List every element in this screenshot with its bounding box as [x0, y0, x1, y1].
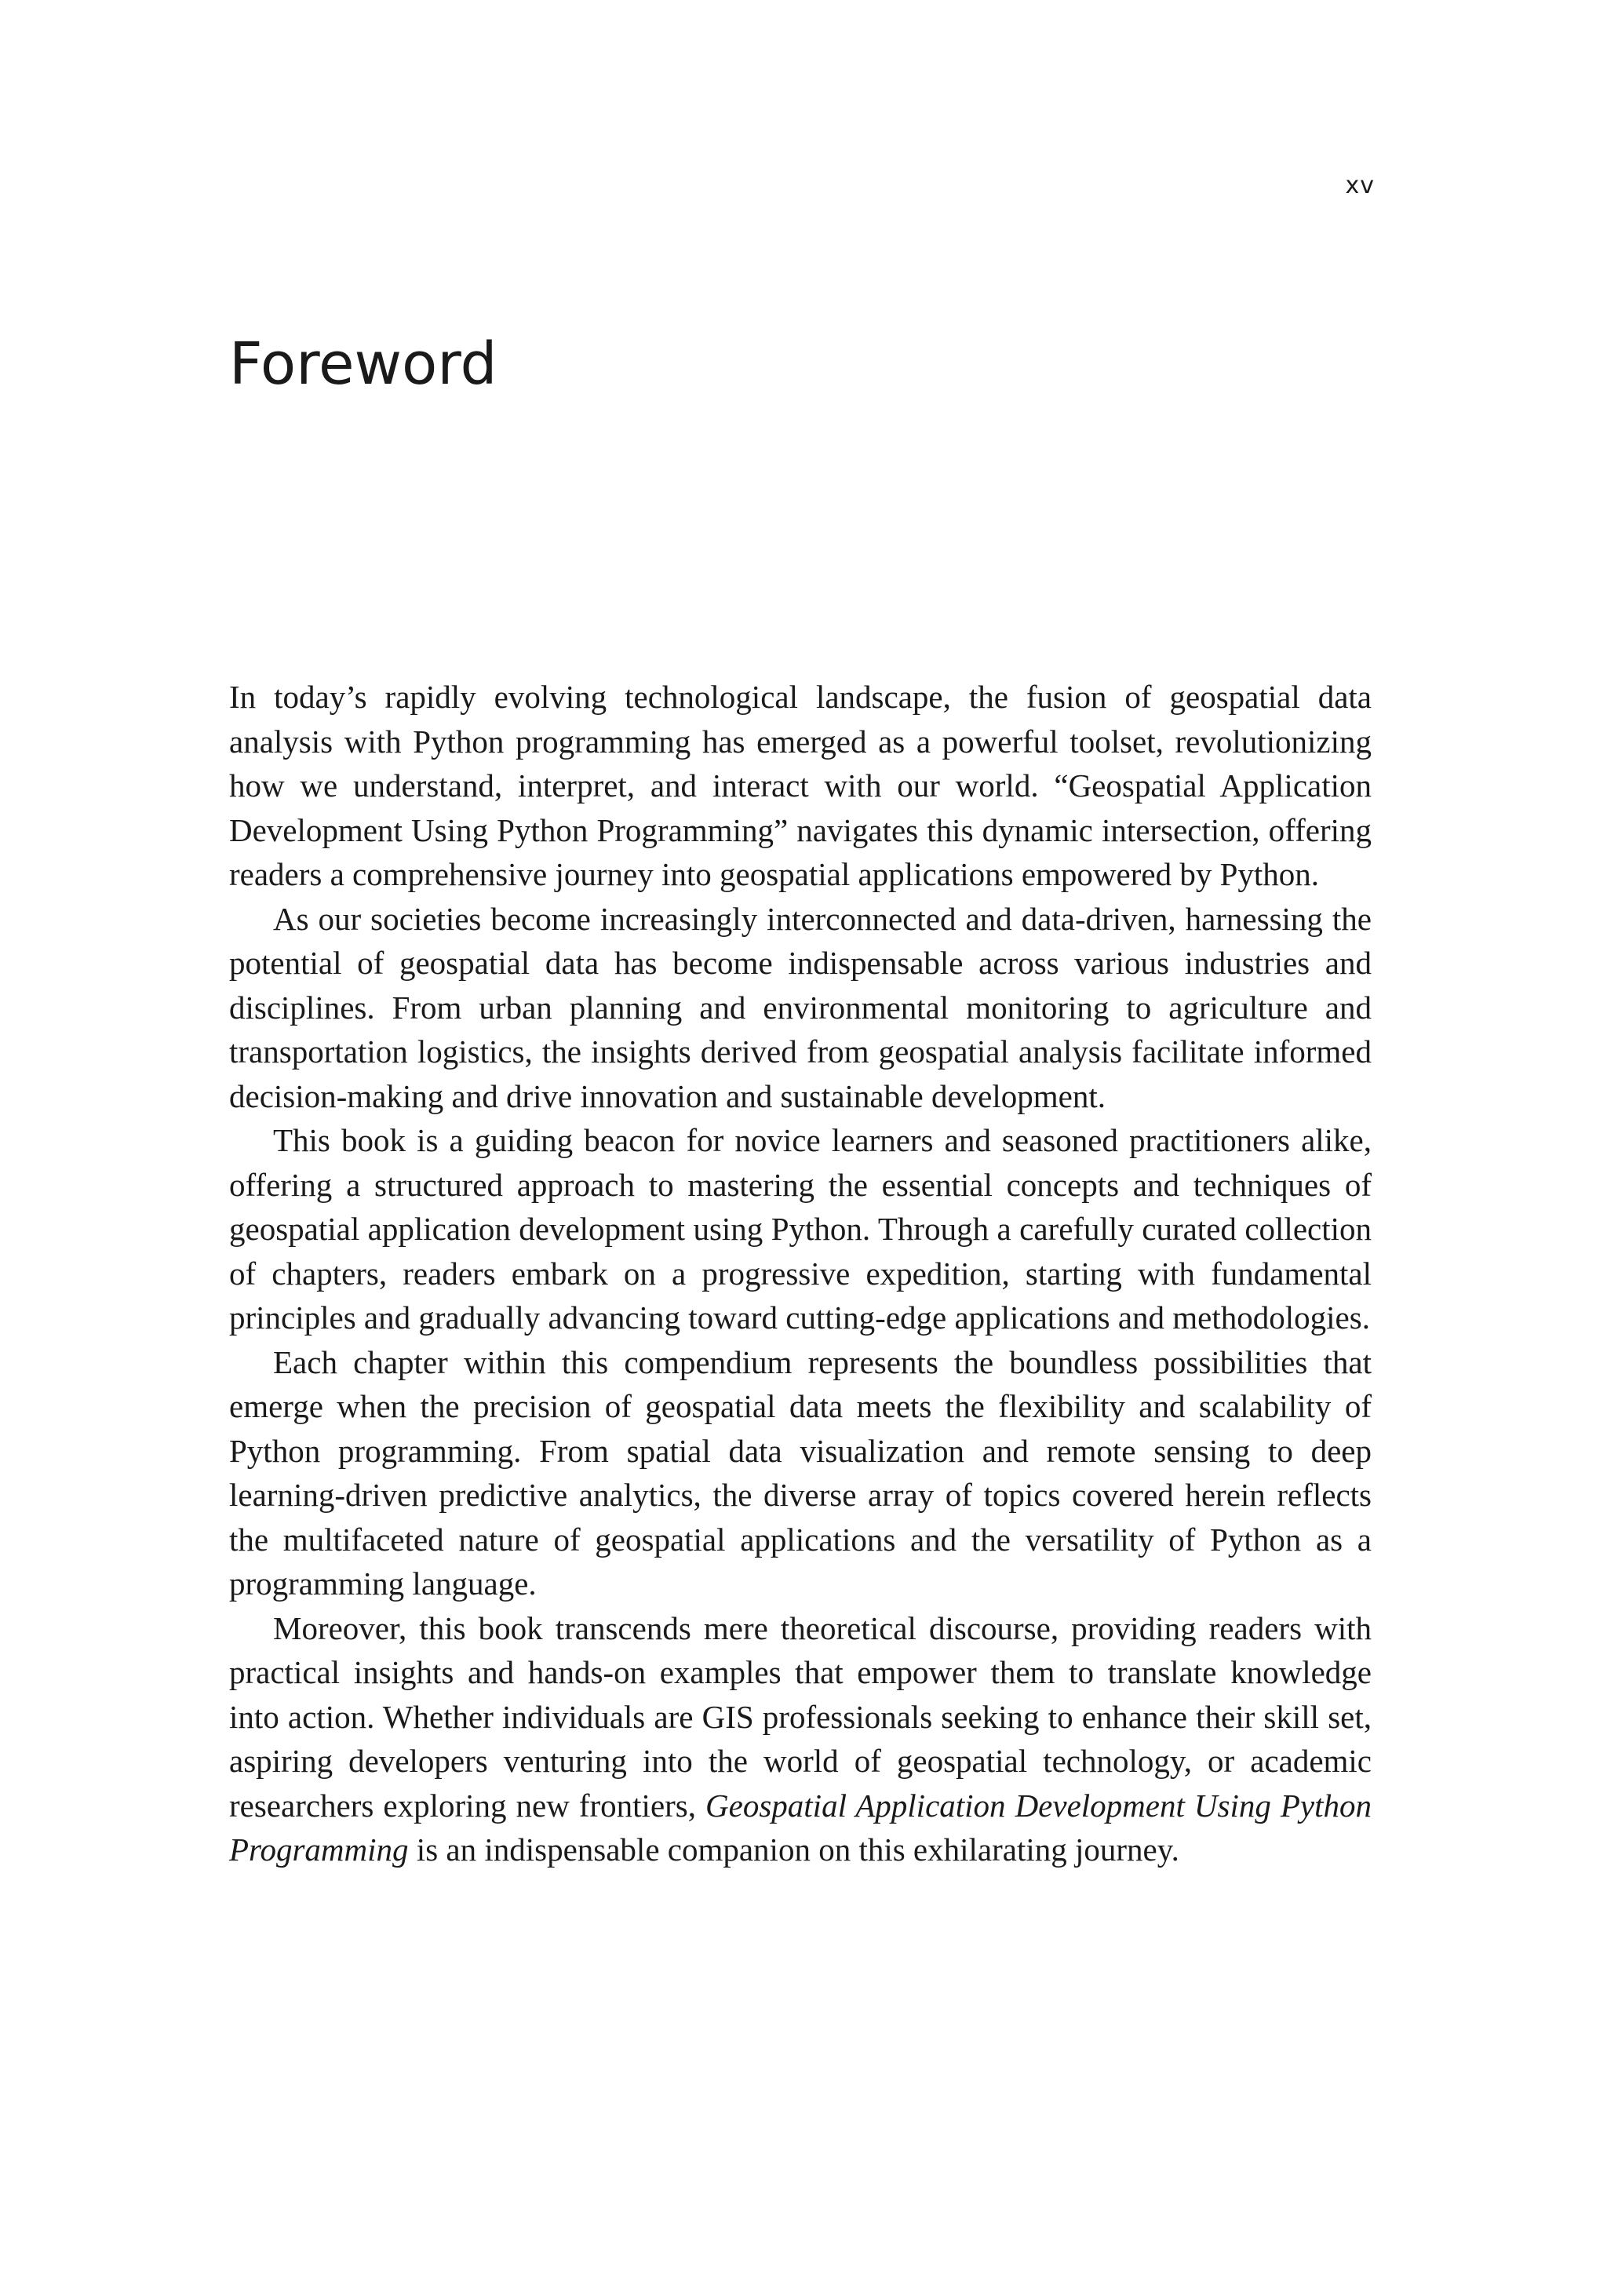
paragraph-3: This book is a guiding beacon for novice learners and seasoned practitioners alike, offering a structured approach to mastering the essential concepts and techniques of geospatial application development using Python. Through a carefully curated collection of chapters, readers embark on a progressive expedition, starting with fundamental principles and gradually advancing toward cutting-edge applications and methodologies. [229, 1122, 1372, 1336]
paragraph-1: In today’s rapidly evolving technological landscape, the fusion of geospatial data analysis with Python programming has emerged as a powerful toolset, revolutionizing how we understand, interpret, and interact with our world. “Geospatial Application Development Using Python Programming” navigates this dynamic intersection, offering readers a comprehensive journey into geospatial applications empowered by Python. [229, 679, 1372, 892]
paragraph-5-text-after: is an indispensable companion on this exhilarating journey. [408, 1831, 1179, 1868]
paragraph-2: As our societies become increasingly interconnected and data-driven, harnessing the potential of geospatial data has become indispensable across various industries and disciplines. From urban planning and environmental monitoring to agriculture and transportation logistics, the insights derived from geospatial analysis facilitate informed decision-making and drive innovation and sustainable development. [229, 900, 1372, 1114]
paragraph-5 [229, 1606, 1372, 1872]
foreword-body [229, 675, 1372, 1872]
book-title-italic: Geospatial Application Development Using Python Programming [229, 1787, 1372, 1868]
paragraph-4: Each chapter within this compendium represents the boundless possibilities that emerge when the precision of geospatial data meets the flexibility and scalability of Python programming. From spatial data visualization and remote sensing to deep learning-driven predictive analytics, the diverse array of topics covered herein reflects the multifaceted nature of geospatial applications and the versatility of Python as a programming language. [229, 1343, 1372, 1602]
page-number: xv [1345, 172, 1375, 199]
paragraph-5-text-before: Moreover, this book transcends mere theoretical discourse, providing readers with practical insights and hands-on examples that empower them to translate knowledge into action. Whether individuals are GIS professionals seeking to enhance their skill set, aspiring developers venturing into the world of geospatial technology, or academic researchers exploring new frontiers, [229, 1609, 1372, 1824]
chapter-title: Foreword [229, 330, 497, 398]
